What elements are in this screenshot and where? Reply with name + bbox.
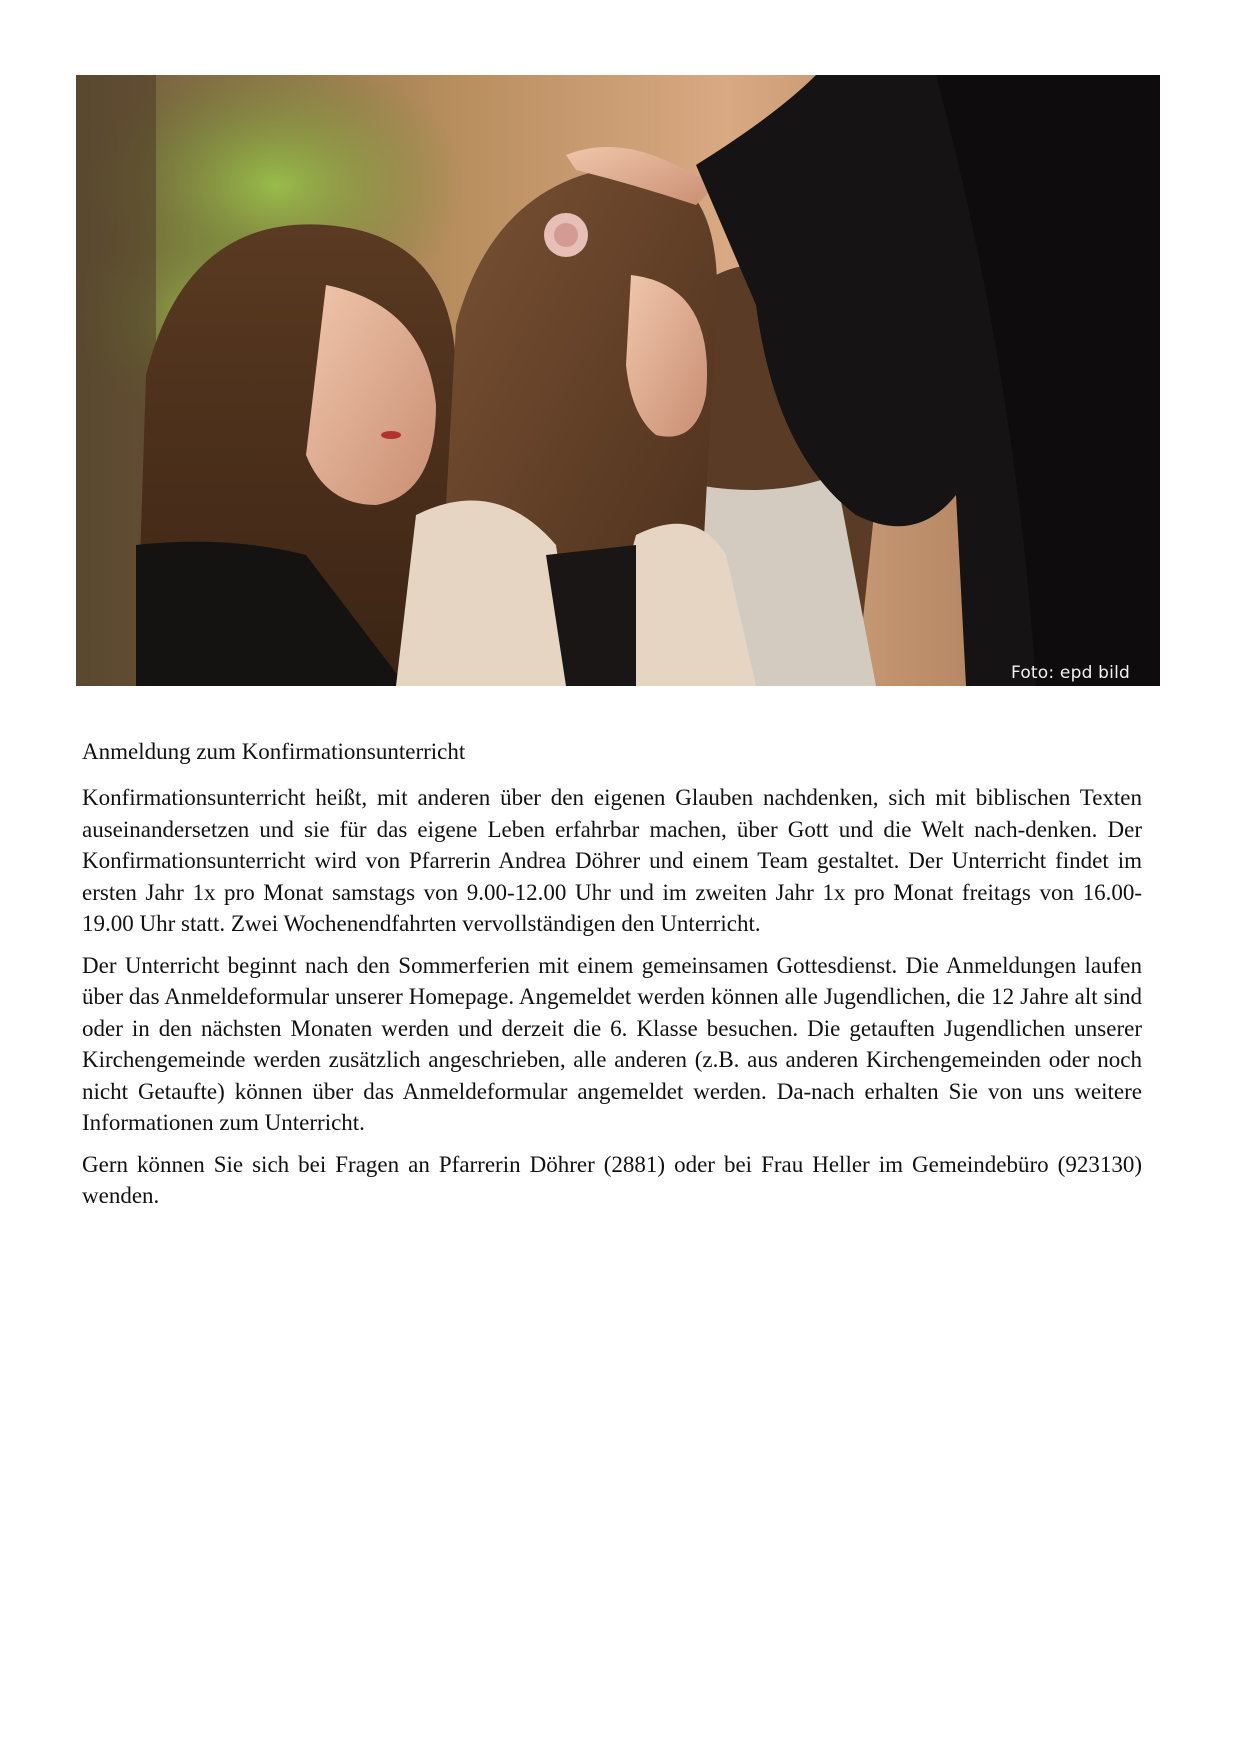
confirmation-photo [76,75,1160,686]
article [82,738,1142,1222]
article-paragraph: Gern können Sie sich bei Fragen an Pfarrerin Döhrer (2881) oder bei Frau Heller im Gemeindebüro (923130) wenden. [82,1151,1142,1208]
photo-credit: Foto: epd bild [1010,663,1130,683]
article-heading: Anmeldung zum Konfirmationsunterricht [82,739,466,764]
article-paragraph: Der Unterricht beginnt nach den Sommerferien mit einem gemeinsamen Gottesdienst. Die Anmeldungen laufen über das Anmeldeformular unserer Homepage. Angemeldet werden können alle Jugendlichen, die 12 Jahre alt sind oder in den nächsten Monaten werden und derzeit die 6. Klasse besuchen. Die getauften Jugendlichen unserer Kirchengemeinde werden zusätzlich angeschrieben, alle anderen (z.B. aus anderen Kirchengemeinden oder noch nicht Getaufte) können über das Anmeldeformular angemeldet werden. Da-nach erhalten Sie von uns weitere Informationen zum Unterricht. [82,952,1142,1135]
photo-illustration [76,75,1160,686]
article-paragraph: Konfirmationsunterricht heißt, mit anderen über den eigenen Glauben nachdenken, sich mit biblischen Texten auseinandersetzen und sie für das eigene Leben erfahrbar machen, über Gott und die Welt nach-denken. Der Konfirmationsunterricht wird von Pfarrerin Andrea Döhrer und einem Team gestaltet. Der Unterricht findet im ersten Jahr 1x pro Monat samstags von 9.00-12.00 Uhr und im zweiten Jahr 1x pro Monat freitags von 16.00-19.00 Uhr statt. Zwei Wochenendfahrten vervollständigen den Unterricht. [82,785,1142,936]
